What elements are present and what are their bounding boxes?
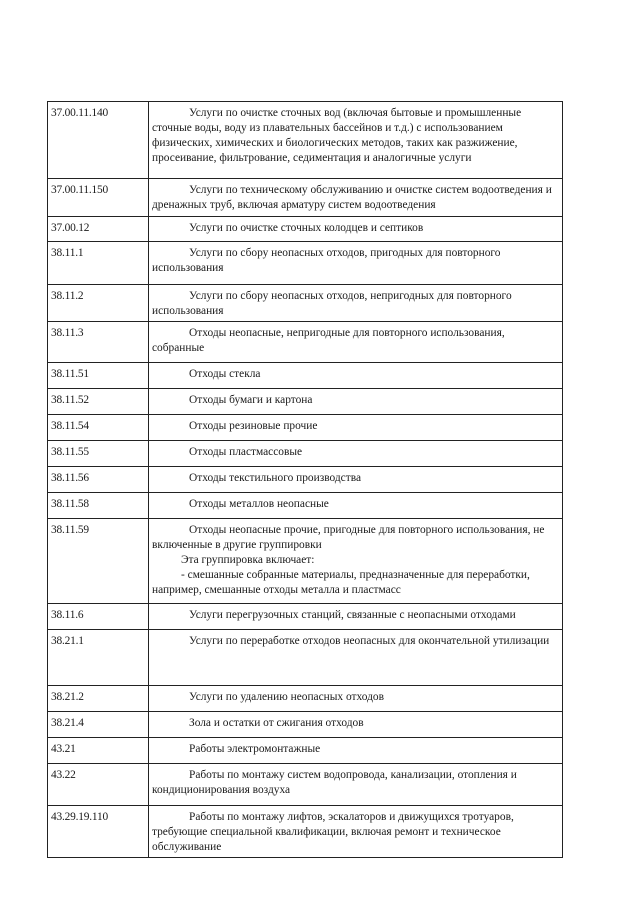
row-code: 38.11.55 [48,441,149,467]
row-description [149,363,563,389]
row-description [149,738,563,764]
row-description [149,415,563,441]
row-description-text: Услуги по сбору неопасных отходов, пригодных для повторного использования [152,247,501,274]
row-description-text: Услуги по очистке сточных вод (включая бытовые и промышленные сточные воды, воду из плавательных бассейнов и т.д.) с использованием физических, химических и биологических методов, таких как разжижение, просеивание, фильтрование, седиментация и аналогичные услуги [152,107,522,164]
table-row [48,519,563,604]
table-row [48,322,563,363]
table-row [48,604,563,630]
table-row [48,389,563,415]
row-code: 38.11.56 [48,467,149,493]
row-code: 38.21.2 [48,686,149,712]
table-row [48,630,563,686]
row-description [149,102,563,179]
row-description-text: Работы по монтажу лифтов, эскалаторов и движущихся тротуаров, требующие специальной квалификации, включая ремонт и техническое обслуживание [152,811,514,853]
row-description [149,242,563,285]
row-description-text: Работы по монтажу систем водопровода, канализации, отопления и кондиционирования воздуха [152,769,517,796]
row-description-text: Услуги по сбору неопасных отходов, непригодных для повторного использования [152,290,512,317]
row-description-text: Услуги перегрузочных станций, связанные с неопасными отходами [189,609,516,621]
table-row [48,217,563,242]
row-description [149,285,563,322]
table-row [48,764,563,806]
row-code: 37.00.11.150 [48,179,149,217]
table-row [48,285,563,322]
row-description [149,467,563,493]
row-code: 38.11.6 [48,604,149,630]
row-description [149,441,563,467]
table-row [48,179,563,217]
row-description-text: Отходы пластмассовые [189,446,303,458]
table-row [48,686,563,712]
row-description-text: Услуги по удалению неопасных отходов [189,691,384,703]
row-description [149,519,563,604]
row-description-text: Отходы неопасные прочие, пригодные для повторного использования, не включенные в другие группировки [152,524,545,551]
row-code: 38.11.52 [48,389,149,415]
table-row [48,441,563,467]
row-code: 43.29.19.110 [48,806,149,858]
row-code: 38.21.1 [48,630,149,686]
row-code: 38.11.54 [48,415,149,441]
table-row [48,738,563,764]
table-row [48,493,563,519]
row-code: 38.11.3 [48,322,149,363]
note-item: - смешанные собранные материалы, предназначенные для переработки, например, смешанные отходы металла и пластмасс [152,569,530,596]
table-row [48,242,563,285]
row-code: 43.22 [48,764,149,806]
row-description [149,217,563,242]
row-description-text: Отходы текстильного производства [189,472,362,484]
row-description [149,604,563,630]
row-code: 38.11.51 [48,363,149,389]
table-row [48,806,563,858]
row-description [149,686,563,712]
row-description-text: Работы электромонтажные [189,743,321,755]
row-description [149,630,563,686]
table-row [48,102,563,179]
row-description-text: Отходы бумаги и картона [189,394,313,406]
row-code: 38.11.58 [48,493,149,519]
row-description-text: Зола и остатки от сжигания отходов [189,717,364,729]
row-description [149,712,563,738]
row-description [149,806,563,858]
row-description [149,179,563,217]
row-description [149,493,563,519]
row-code: 37.00.11.140 [48,102,149,179]
row-code: 37.00.12 [48,217,149,242]
row-description [149,389,563,415]
row-code: 43.21 [48,738,149,764]
row-description-text: Отходы металлов неопасные [189,498,329,510]
row-description [149,764,563,806]
row-description-text: Услуги по техническому обслуживанию и очистке систем водоотведения и дренажных труб, включая арматуру систем водоотведения [152,184,552,211]
table-row [48,467,563,493]
note-intro: Эта группировка включает: [181,554,315,566]
row-code: 38.11.2 [48,285,149,322]
table-row [48,415,563,441]
row-description-text: Услуги по переработке отходов неопасных для окончательной утилизации [189,635,550,647]
row-description-text: Отходы резиновые прочие [189,420,318,432]
row-description-text: Отходы стекла [189,368,261,380]
classifier-table [47,101,563,858]
table-row [48,363,563,389]
table-row [48,712,563,738]
row-code: 38.11.1 [48,242,149,285]
row-description [149,322,563,363]
row-description-text: Отходы неопасные, непригодные для повторного использования, собранные [152,327,505,354]
row-description-text: Услуги по очистке сточных колодцев и септиков [189,222,424,234]
row-code: 38.11.59 [48,519,149,604]
row-code: 38.21.4 [48,712,149,738]
